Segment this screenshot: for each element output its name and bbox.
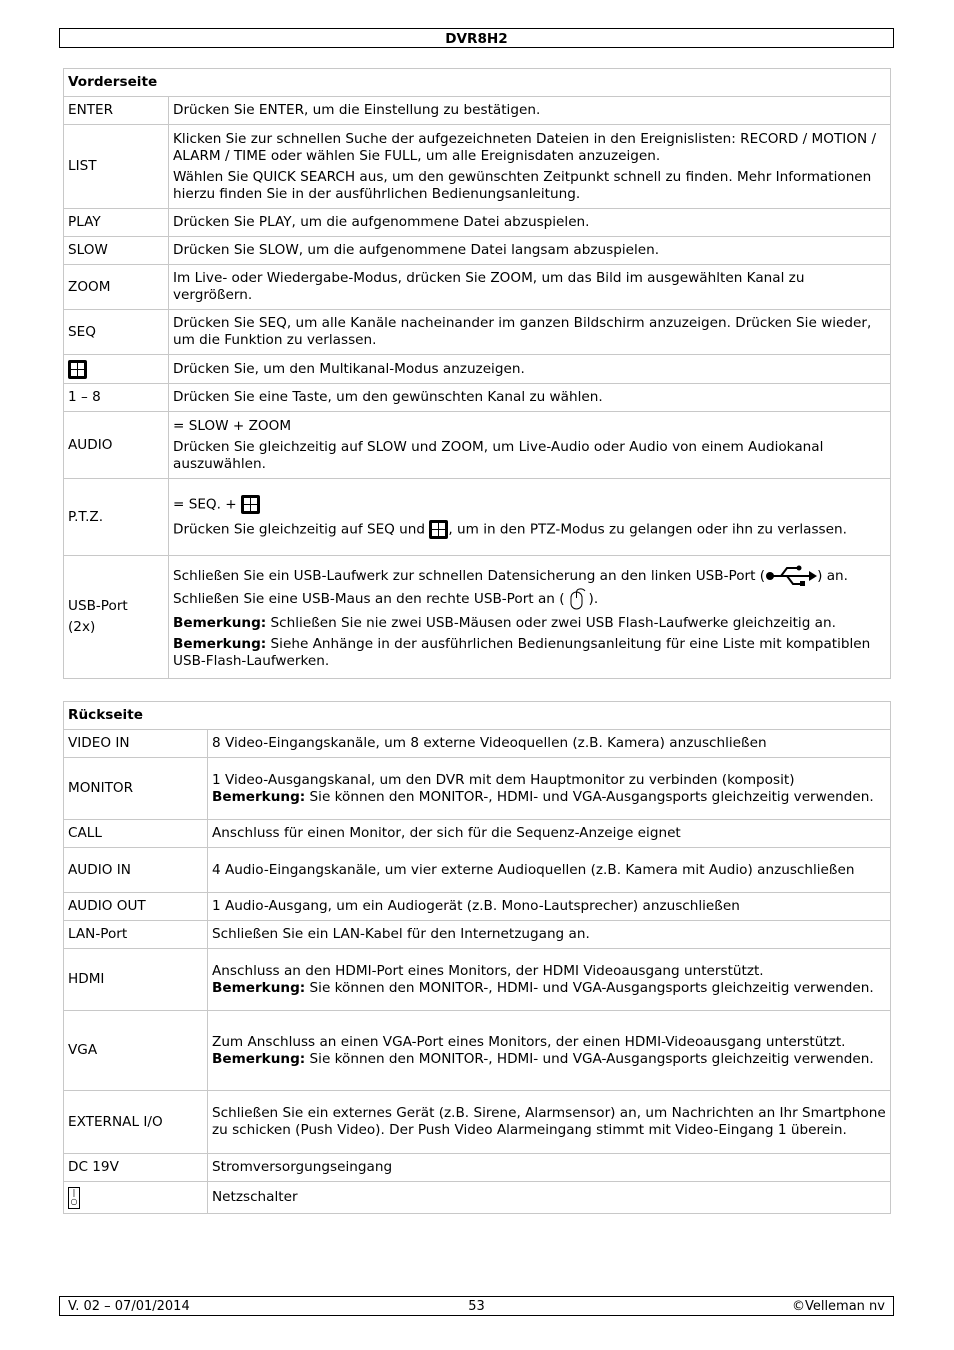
front-panel-heading: Vorderseite — [64, 69, 891, 97]
quad-view-icon — [68, 360, 87, 379]
row-description: 1 Audio-Ausgang, um ein Audiogerät (z.B. Mono-Lautsprecher) anzuschließen — [208, 893, 891, 921]
row-label: ENTER — [64, 97, 169, 125]
row-description: Zum Anschluss an einen VGA-Port eines Monitors, der einen HDMI-Videoausgang unterstützt. Bemerkung: Sie können den MONITOR-, HDMI- und VGA-Ausgangsports gleichzeitig verwenden. — [208, 1011, 891, 1091]
row-description: Anschluss an den HDMI-Port eines Monitors, der HDMI Videoausgang unterstützt. Bemerkung: Sie können den MONITOR-, HDMI- und VGA-Ausgangsports gleichzeitig verwenden. — [208, 949, 891, 1011]
rear-panel-table — [63, 701, 891, 1214]
power-switch-icon: | ○ — [68, 1187, 80, 1209]
rear-panel-heading: Rückseite — [64, 702, 891, 730]
row-description: Netzschalter — [208, 1182, 891, 1214]
front-panel-table — [63, 68, 891, 679]
row-description: Drücken Sie ENTER, um die Einstellung zu bestätigen. — [169, 97, 891, 125]
row-description: 1 Video-Ausgangskanal, um den DVR mit dem Hauptmonitor zu verbinden (komposit) Bemerkung: Sie können den MONITOR-, HDMI- und VGA-Ausgangsports gleichzeitig verwenden. — [208, 758, 891, 820]
version-date: V. 02 – 07/01/2014 — [68, 1299, 190, 1314]
row-description: Drücken Sie, um den Multikanal-Modus anzuzeigen. — [169, 355, 891, 384]
row-label: VGA — [64, 1011, 208, 1091]
row-label: PLAY — [64, 209, 169, 237]
row-description: Klicken Sie zur schnellen Suche der aufgezeichneten Dateien in den Ereignislisten: RECORD / MOTION / ALARM / TIME oder wählen Sie FULL, um alle Ereignisdaten anzuzeigen. Wählen Sie QUICK SEARCH aus, um den gewünschten Zeitpunkt schnell zu finden. Mehr Informationen hierzu finden Sie in der ausführlichen Bedienungsanleitung. — [169, 125, 891, 209]
usb-icon — [765, 565, 817, 587]
row-label: LIST — [64, 125, 169, 209]
row-label: AUDIO IN — [64, 848, 208, 893]
row-label: EXTERNAL I/O — [64, 1091, 208, 1154]
row-description: 4 Audio-Eingangskanäle, um vier externe Audioquellen (z.B. Kamera mit Audio) anzuschließen — [208, 848, 891, 893]
row-label: AUDIO — [64, 412, 169, 479]
row-label — [64, 355, 169, 384]
document-footer — [59, 1296, 894, 1316]
row-label: P.T.Z. — [64, 479, 169, 556]
row-label: HDMI — [64, 949, 208, 1011]
row-description: Drücken Sie SLOW, um die aufgenommene Datei langsam abzuspielen. — [169, 237, 891, 265]
row-description: Stromversorgungseingang — [208, 1154, 891, 1182]
row-label — [64, 1182, 208, 1214]
row-label: LAN-Port — [64, 921, 208, 949]
row-description: Schließen Sie ein LAN-Kabel für den Internetzugang an. — [208, 921, 891, 949]
page-number: 53 — [468, 1299, 485, 1314]
row-description: Anschluss für einen Monitor, der sich für die Sequenz-Anzeige eignet — [208, 820, 891, 848]
row-label: SLOW — [64, 237, 169, 265]
document-header — [59, 28, 894, 48]
row-label: 1 – 8 — [64, 384, 169, 412]
quad-view-icon — [429, 520, 448, 539]
quad-view-icon — [241, 495, 260, 514]
mouse-icon — [565, 587, 589, 611]
row-label: AUDIO OUT — [64, 893, 208, 921]
row-label: MONITOR — [64, 758, 208, 820]
row-description: Drücken Sie eine Taste, um den gewünschten Kanal zu wählen. — [169, 384, 891, 412]
row-description: Im Live- oder Wiedergabe-Modus, drücken Sie ZOOM, um das Bild im ausgewählten Kanal zu vergrößern. — [169, 265, 891, 310]
row-description: 8 Video-Eingangskanäle, um 8 externe Videoquellen (z.B. Kamera) anzuschließen — [208, 730, 891, 758]
row-description: Drücken Sie SEQ, um alle Kanäle nacheinander im ganzen Bildschirm anzuzeigen. Drücken Sie wieder, um die Funktion zu verlassen. — [169, 310, 891, 355]
row-label: ZOOM — [64, 265, 169, 310]
model-title: DVR8H2 — [445, 31, 508, 47]
row-label: CALL — [64, 820, 208, 848]
row-description: Schließen Sie ein USB-Laufwerk zur schnellen Datensicherung an den linken USB-Port ( ) an. Schließen Sie eine USB-Maus an den rechte USB-Port an ( ). Bemerkung: Schließen Sie nie zwei USB-Mäusen oder zwei USB Flash-Laufwerke gleichzeitig an. Bemerkung: Siehe Anhänge in der ausführlichen Bedienungsanleitung für eine Liste mit kompatiblen USB-Flash-Laufwerken. — [169, 556, 891, 679]
row-description: Drücken Sie PLAY, um die aufgenommene Datei abzuspielen. — [169, 209, 891, 237]
company-name: ©Velleman nv — [791, 1299, 885, 1314]
row-label: USB-Port (2x) — [64, 556, 169, 679]
row-description: Schließen Sie ein externes Gerät (z.B. Sirene, Alarmsensor) an, um Nachrichten an Ihr Smartphone zu schicken (Push Video). Der Push Video Alarmeingang stimmt mit Video-Eingang 1 überein. — [208, 1091, 891, 1154]
row-label: SEQ — [64, 310, 169, 355]
row-label: DC 19V — [64, 1154, 208, 1182]
row-label: VIDEO IN — [64, 730, 208, 758]
row-description: = SEQ. + Drücken Sie gleichzeitig auf SEQ und , um in den PTZ-Modus zu gelangen oder ihn zu verlassen. — [169, 479, 891, 556]
row-description: = SLOW + ZOOM Drücken Sie gleichzeitig auf SLOW und ZOOM, um Live-Audio oder Audio von einem Audiokanal auszuwählen. — [169, 412, 891, 479]
